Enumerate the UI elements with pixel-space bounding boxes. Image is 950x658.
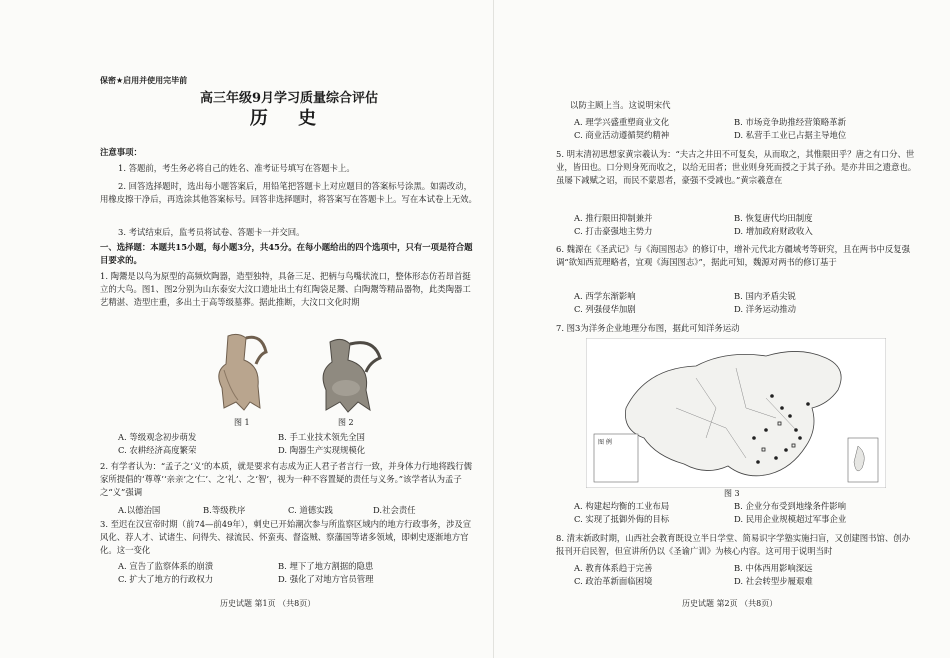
question-7: 7. 图3为洋务企业地理分布图，据此可知洋务运动 — [556, 323, 740, 333]
q1-option-a[interactable]: A. 等级观念初步萌发 — [118, 432, 197, 442]
q7-option-d[interactable]: D. 民用企业规模超过军事企业 — [734, 514, 847, 524]
question-4-continued: 以防主顾上当。这说明宋代 — [570, 100, 671, 110]
figure-3-caption: 图 3 — [724, 489, 740, 498]
notice-2: 2. 回答选择题时，选出每小题答案后，用铅笔把答题卡上对应题目的答案标号涂黑。如需改动，用橡皮擦干净后，再选涂其他答案标号。回答非选择题时，将答案写在答题卡上。写在本试卷上无效。 — [100, 181, 477, 204]
q3-option-a[interactable]: A. 宣告了监察体系的崩溃 — [118, 561, 214, 571]
q4-option-b[interactable]: B. 市场竞争助推经营策略革新 — [734, 117, 846, 127]
map-legend-title: 图 例 — [598, 439, 612, 446]
question-1: 1. 陶鬶是以鸟为原型的高频炊陶器，造型独特，具备三足、把柄与鸟嘴状流口，整体形态仿若昂首挺立的大鸟。图1、图2分别为山东泰安大汶口遗址出土有红陶袋足鬶、白陶鬶等精品器物，此类陶器工艺精湛、造型庄重，多出土于高等级墓葬。据此推断，大汶口文化时期 — [100, 271, 471, 307]
q7-option-a[interactable]: A. 构建起均衡的工业布局 — [574, 501, 670, 511]
question-4-options — [574, 116, 914, 142]
left-page-footer: 历史试题 第1页 （共8页） — [220, 599, 316, 608]
q8-option-b[interactable]: B. 中体西用影响深远 — [734, 563, 813, 573]
q6-option-b[interactable]: B. 国内矛盾尖锐 — [734, 291, 796, 301]
question-5-options — [574, 212, 914, 238]
question-2: 2. 有学者认为：“孟子之‘义’的本质，就是要求有志成为正人君子者言行一致，并身体力行地将践行儒家所提倡的‘尊尊’‘亲亲’之‘仁’、之‘礼’、之‘智’，视为一种不容置疑的责任与义务。”该学者认为孟子之“义”强调 — [100, 461, 473, 497]
question-5: 5. 明末清初思想家黄宗羲认为：“夫古之井田不可复矣，从而取之，其惟限田乎？唐之有口分、世业，皆田也。口分则身死而收之，以给无田者；世业则身死而授之于其子孙。是亦井田之遗意也。虽屡下减赋之诏，而民不蒙恩者，豪强不受减也。”黄宗羲意在 — [556, 149, 917, 185]
q8-option-a[interactable]: A. 教育体系趋于完善 — [574, 563, 653, 573]
q7-option-b[interactable]: B. 企业分布受到地缘条件影响 — [734, 501, 846, 511]
q1-option-b[interactable]: B. 手工业技术领先全国 — [278, 432, 365, 442]
q8-option-c[interactable]: C. 政治革新面临困境 — [574, 576, 653, 586]
question-2-options — [118, 504, 458, 517]
q3-option-d[interactable]: D. 强化了对地方官员管理 — [278, 574, 374, 584]
right-page-footer: 历史试题 第2页 （共8页） — [682, 599, 778, 608]
q6-option-c[interactable]: C. 列强侵华加剧 — [574, 304, 636, 314]
q1-option-d[interactable]: D. 陶器生产实现规模化 — [278, 445, 366, 455]
subject-title: 历 史 — [249, 108, 329, 129]
q4-option-a[interactable]: A. 理学兴盛重塑商业文化 — [574, 117, 670, 127]
q5-option-a[interactable]: A. 推行限田抑制兼并 — [574, 213, 653, 223]
q2-option-a[interactable]: A.以德治国 — [118, 505, 161, 515]
right-page — [556, 0, 918, 658]
notice-title: 注意事项： — [100, 147, 142, 157]
question-8-options — [574, 562, 914, 588]
q4-option-d[interactable]: D. 私营手工业已占据主导地位 — [734, 130, 847, 140]
pottery-figure-1 — [200, 330, 280, 412]
left-page — [100, 0, 478, 658]
q2-option-b[interactable]: B.等级秩序 — [203, 505, 246, 515]
q5-option-c[interactable]: C. 打击豪强地主势力 — [574, 226, 653, 236]
q6-option-d[interactable]: D. 洋务运动推动 — [734, 304, 796, 314]
q2-option-c[interactable]: C. 道德实践 — [288, 505, 333, 515]
question-6-options — [574, 290, 914, 316]
question-8: 8. 清末新政时期，山西社会教育既设立半日学堂、简易识字学塾实施扫盲，又创建图书馆、创办报刊开启民智，但宣讲所仍以《圣谕广训》为核心内容。这可用于说明当时 — [556, 533, 911, 556]
china-map-figure-3 — [586, 338, 886, 488]
question-7-options — [574, 500, 914, 526]
section-heading: 一、选择题：本题共15小题，每小题3分，共45分。在每小题给出的四个选项中，只有一项是符合题目要求的。 — [100, 242, 473, 265]
q3-option-b[interactable]: B. 埋下了地方割据的隐患 — [278, 561, 374, 571]
page-fold — [493, 0, 494, 658]
question-3-options — [118, 560, 458, 586]
figure-2-caption: 图 2 — [338, 418, 354, 427]
q2-option-d[interactable]: D.社会责任 — [373, 505, 416, 515]
question-1-options — [118, 431, 458, 457]
q7-option-c[interactable]: C. 实现了抵御外侮的目标 — [574, 514, 670, 524]
q1-option-c[interactable]: C. 农耕经济高度繁荣 — [118, 445, 197, 455]
confidential-mark: 保密★启用并使用完毕前 — [100, 76, 188, 85]
q3-option-c[interactable]: C. 扩大了地方的行政权力 — [118, 574, 214, 584]
question-3: 3. 至迟在汉宣帝时期（前74—前49年），刺史已开始潮次参与所监察区域内的地方行政事务，涉及宣风化、荐人才、试诸生、问得失、禄流民、怀蛮夷、督盗贼、察藩国等诸多领域，即刺史逐渐地方官化。这一变化 — [100, 519, 472, 555]
q5-option-b[interactable]: B. 恢复唐代均田制度 — [734, 213, 813, 223]
q8-option-d[interactable]: D. 社会转型步履艰难 — [734, 576, 813, 586]
notice-1: 1. 答题前，考生务必将自己的姓名、准考证号填写在答题卡上。 — [118, 163, 355, 173]
q6-option-a[interactable]: A. 西学东渐影响 — [574, 291, 636, 301]
question-6: 6. 魏源在《圣武记》与《海国图志》的修订中，增补元代北方疆域考等研究，且在两书中反复强调“欲知西荒理略者，宜观《海国图志》”，据此可知，魏源对两书的修订基于 — [556, 244, 911, 267]
q4-option-c[interactable]: C. 商业活动遵循契约精神 — [574, 130, 670, 140]
pottery-figure-2 — [300, 332, 390, 414]
exam-title: 高三年级9月学习质量综合评估 — [199, 91, 379, 106]
notice-3: 3. 考试结束后，监考员将试卷、答题卡一并交回。 — [118, 227, 305, 237]
figure-1-caption: 图 1 — [234, 418, 250, 427]
q5-option-d[interactable]: D. 增加政府财政收入 — [734, 226, 813, 236]
